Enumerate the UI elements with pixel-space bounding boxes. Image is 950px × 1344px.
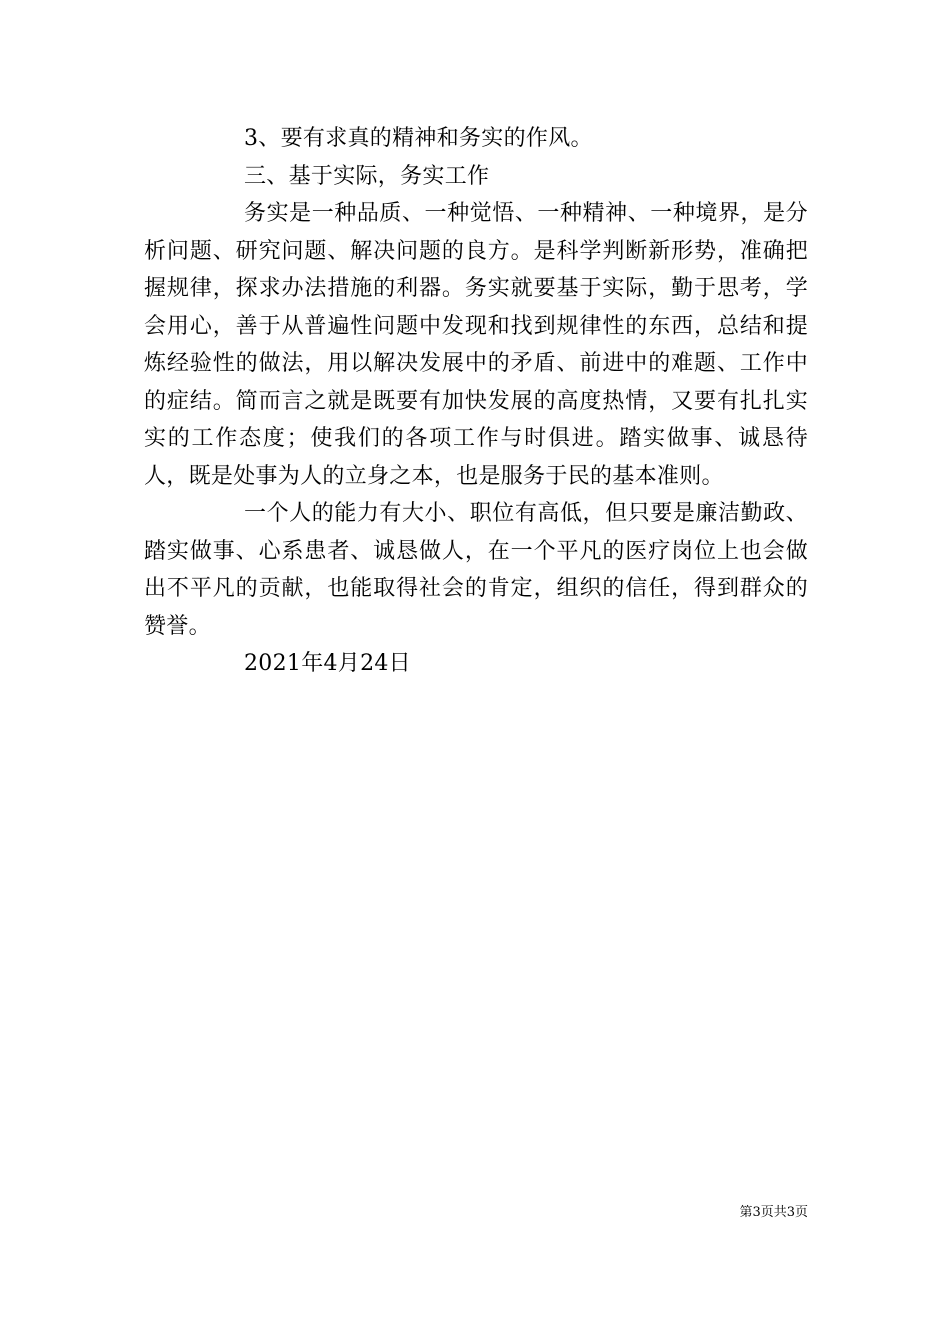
document-body [144,120,808,683]
body-paragraph: 一个人的能力有大小、职位有高低，但只要是廉洁勤政、踏实做事、心系患者、诚恳做人，在一个平凡的医疗岗位上也会做出不平凡的贡献，也能取得社会的肯定，组织的信任，得到群众的赞誉。 [144,501,808,639]
document-date: 2021年4月24日 [244,651,411,676]
list-item-heading: 3、要有求真的精神和务实的作风。 [244,126,593,151]
body-paragraph: 务实是一种品质、一种觉悟、一种精神、一种境界，是分析问题、研究问题、解决问题的良方。是科学判断新形势，准确把握规律，探求办法措施的利器。务实就要基于实际，勤于思考，学会用心，善于从普遍性问题中发现和找到规律性的东西，总结和提炼经验性的做法，用以解决发展中的矛盾、前进中的难题、工作中的症结。简而言之就是既要有加快发展的高度热情，又要有扎扎实实的工作态度；使我们的各项工作与时俱进。踏实做事、诚恳待人，既是处事为人的立身之本，也是服务于民的基本准则。 [144,201,808,489]
section-heading: 三、基于实际，务实工作 [244,163,490,189]
page-number: 第3页共3页 [739,1205,808,1220]
